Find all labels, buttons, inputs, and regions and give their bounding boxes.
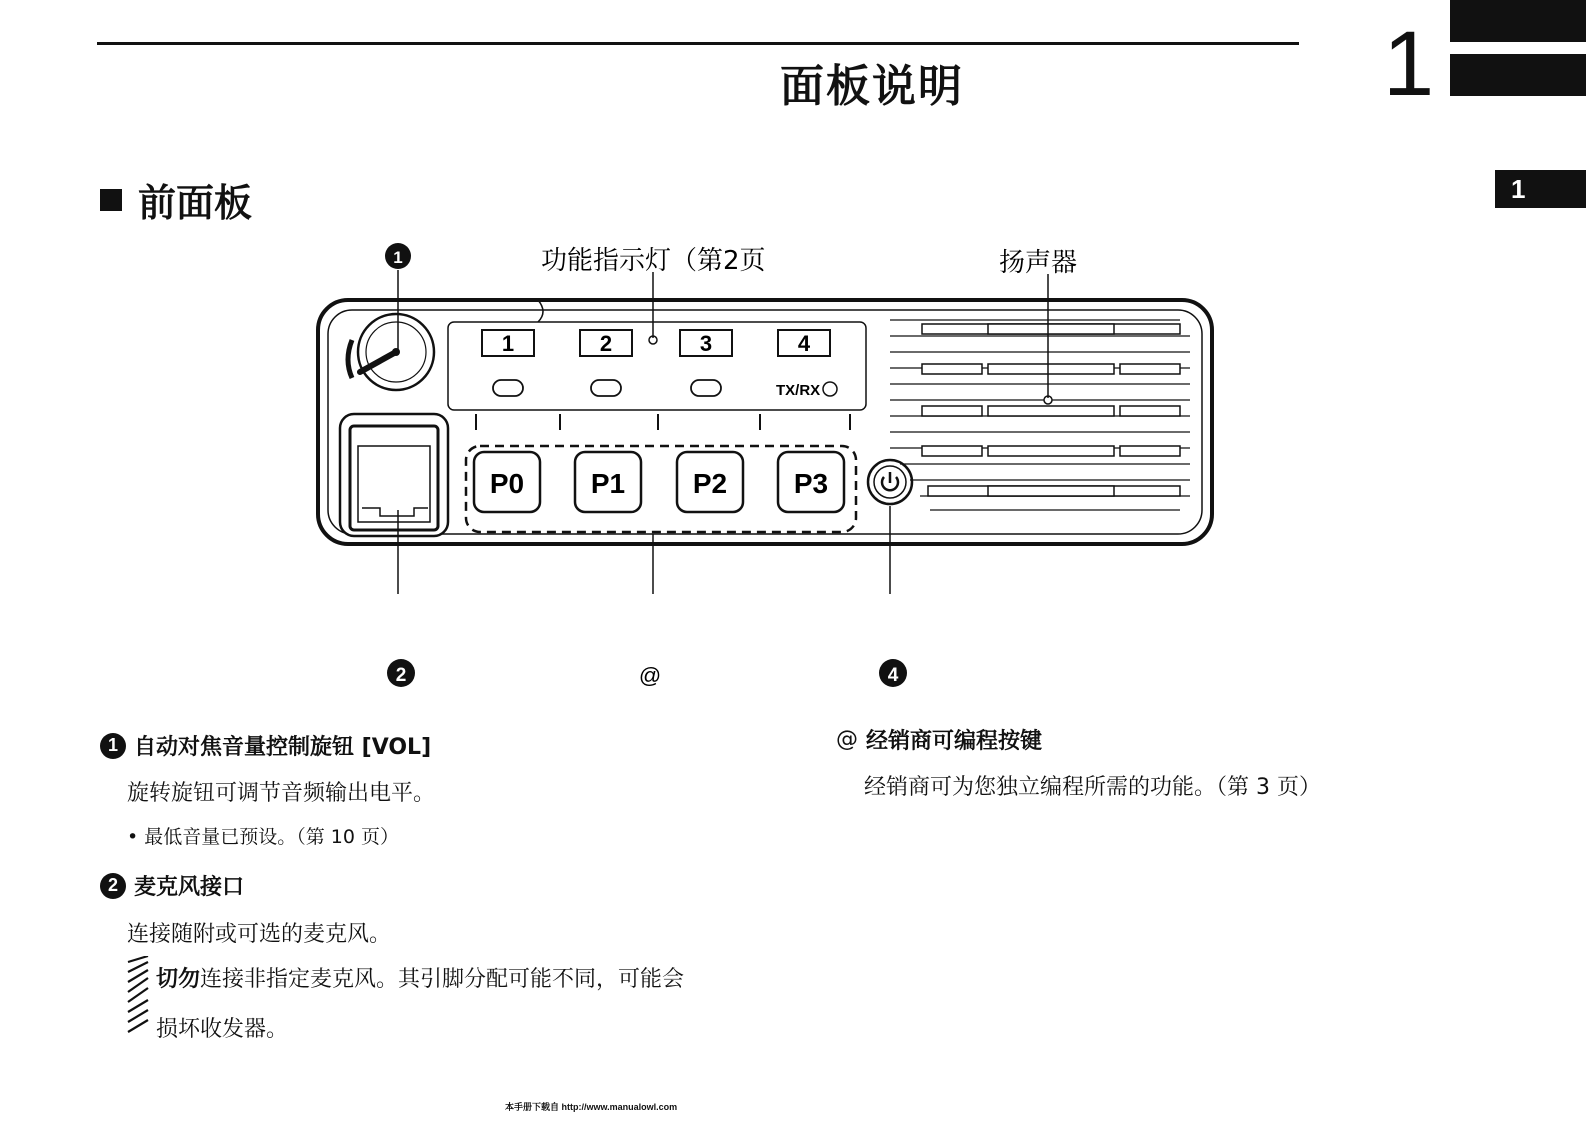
p-key-label: P0 bbox=[489, 468, 525, 499]
side-chapter-tab[interactable]: 1 bbox=[1495, 170, 1586, 208]
item-vol-description: 旋转旋钮可调节音频输出电平。 bbox=[127, 781, 436, 806]
item-mic-description: 连接随附或可选的麦克风。 bbox=[127, 922, 392, 947]
footer-download-note: 本手册下载自 http://www.manualowl.com bbox=[505, 1102, 678, 1112]
item-marker-1: 1 bbox=[100, 733, 126, 759]
p-key-label: P3 bbox=[793, 468, 829, 499]
power-button-icon bbox=[868, 460, 912, 504]
mic-jack-icon bbox=[340, 414, 448, 536]
p3-key bbox=[778, 452, 844, 512]
led-button-label: 4 bbox=[797, 331, 811, 356]
p-key-label: P1 bbox=[590, 468, 626, 499]
led-indicator bbox=[591, 380, 621, 396]
callout-2-number: 2 bbox=[395, 665, 407, 686]
callout-2-marker bbox=[387, 659, 415, 687]
led-button-label: 3 bbox=[699, 331, 713, 356]
callout-4-number: 4 bbox=[887, 665, 899, 686]
p1-key bbox=[575, 452, 641, 512]
txrx-led-icon bbox=[823, 382, 837, 396]
callout-1-marker bbox=[385, 243, 411, 269]
item-vol-title: 自动对焦音量控制旋钮 [VOL] bbox=[134, 735, 432, 760]
item-prog-description: 经销商可为您独立编程所需的功能。（第 3 页） bbox=[864, 775, 1321, 800]
caution-label: 切勿 bbox=[156, 967, 201, 992]
caution-line-1 bbox=[156, 962, 684, 993]
item-mic-heading bbox=[100, 870, 244, 901]
item-mic-title: 麦克风接口 bbox=[134, 875, 245, 900]
txrx-label: TX/RX bbox=[776, 382, 821, 399]
led-button-label: 2 bbox=[599, 331, 613, 356]
section-title: 前面板 bbox=[138, 181, 253, 225]
caution-hatch-icon bbox=[124, 956, 152, 1038]
item-marker-3: @ bbox=[836, 727, 858, 752]
speaker-label: 扬声器 bbox=[999, 248, 1078, 278]
led-button-label: 1 bbox=[501, 331, 515, 356]
caution-text-1: 连接非指定麦克风。其引脚分配可能不同，可能会 bbox=[200, 967, 685, 992]
callout-3-marker: @ bbox=[638, 663, 662, 688]
led-button-4 bbox=[778, 330, 830, 356]
p-key-label: P2 bbox=[692, 468, 728, 499]
chapter-number: 1 bbox=[1383, 13, 1435, 115]
item-prog-heading bbox=[836, 724, 1042, 755]
chapter-title: 面板说明 bbox=[780, 61, 964, 112]
p0-key bbox=[474, 452, 540, 512]
led-indicator bbox=[493, 380, 523, 396]
item-vol-heading bbox=[100, 730, 431, 761]
item-vol-note: • 最低音量已预设。（第 10 页） bbox=[127, 826, 400, 848]
indicator-label: 功能指示灯（第2页 bbox=[541, 246, 766, 276]
led-indicator bbox=[691, 380, 721, 396]
caution-text-2: 损坏收发器。 bbox=[156, 1017, 289, 1042]
item-prog-title: 经销商可编程按键 bbox=[866, 729, 1043, 754]
p2-key bbox=[677, 452, 743, 512]
callout-1-number: 1 bbox=[393, 248, 403, 267]
callout-4-marker bbox=[879, 659, 907, 687]
item-marker-2: 2 bbox=[100, 873, 126, 899]
